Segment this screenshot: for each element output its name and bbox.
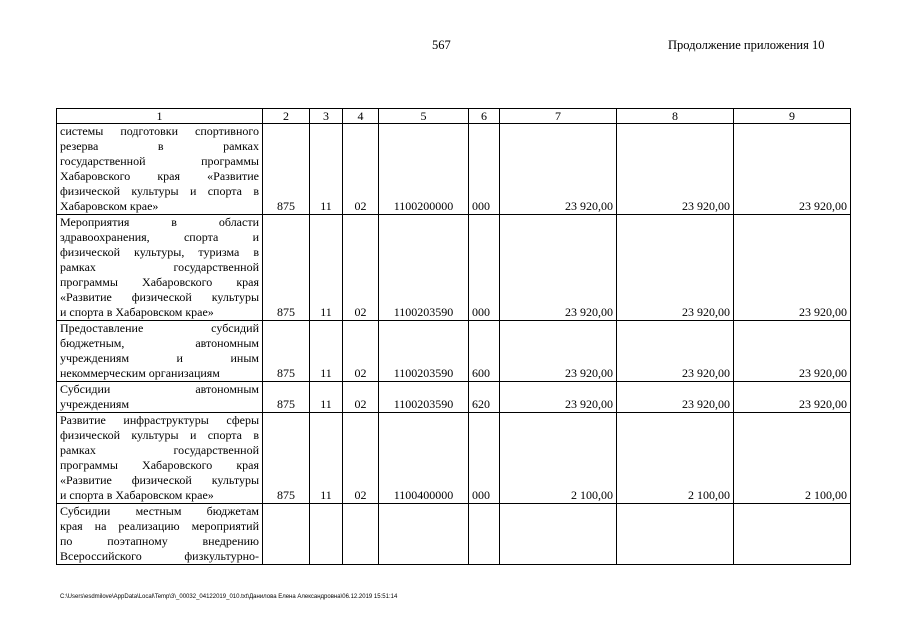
cell-section: 11 (310, 124, 343, 215)
description-line: Субсидии местным бюджетам (60, 504, 259, 518)
cell-target-article: 1100400000 (379, 413, 469, 504)
description-line: Всероссийского физкультурно- (60, 549, 259, 563)
table-row (57, 321, 851, 382)
description-line: рамках государственной (60, 260, 259, 274)
column-header: 2 (263, 109, 310, 124)
cell-section: 11 (310, 413, 343, 504)
row-description (57, 215, 263, 321)
table-row (57, 215, 851, 321)
column-header: 5 (379, 109, 469, 124)
cell-grbs-code: 875 (263, 215, 310, 321)
cell-subsection: 02 (343, 382, 379, 413)
cell-amount-col8: 23 920,00 (617, 321, 734, 382)
row-description (57, 321, 263, 382)
description-line: системы подготовки спортивного (60, 124, 259, 138)
description-line: Субсидии автономным (60, 382, 259, 396)
cell-section: 11 (310, 215, 343, 321)
column-header: 8 (617, 109, 734, 124)
cell-subsection: 02 (343, 321, 379, 382)
cell-expense-type: 000 (469, 124, 500, 215)
cell-amount-col8: 23 920,00 (617, 215, 734, 321)
column-header: 6 (469, 109, 500, 124)
cell-amount-col9: 23 920,00 (734, 382, 851, 413)
cell-subsection (343, 504, 379, 565)
cell-target-article: 1100203590 (379, 215, 469, 321)
column-number-row (57, 109, 851, 124)
cell-target-article (379, 504, 469, 565)
budget-table (56, 108, 851, 565)
description-line: Предоставление субсидий (60, 321, 259, 335)
row-description (57, 504, 263, 565)
description-line: некоммерческим организациям (60, 366, 220, 380)
cell-section: 11 (310, 321, 343, 382)
cell-subsection: 02 (343, 413, 379, 504)
column-header: 1 (57, 109, 263, 124)
cell-target-article: 1100203590 (379, 321, 469, 382)
description-line: и спорта в Хабаровском крае» (60, 488, 214, 502)
description-line: программы Хабаровского края (60, 275, 259, 289)
description-line: физической культуры, туризма в (60, 245, 259, 259)
page-number: 567 (432, 38, 451, 52)
description-line: учреждениям и иным (60, 351, 259, 365)
description-line: Развитие инфраструктуры сферы (60, 413, 259, 427)
cell-amount-col9 (734, 504, 851, 565)
column-header: 4 (343, 109, 379, 124)
description-line: рамках государственной (60, 443, 259, 457)
description-line: «Развитие физической культуры (60, 473, 259, 487)
cell-target-article: 1100203590 (379, 382, 469, 413)
column-header: 9 (734, 109, 851, 124)
description-line: и спорта в Хабаровском крае» (60, 305, 214, 319)
budget-table-body (57, 124, 851, 565)
description-line: здравоохранения, спорта и (60, 230, 259, 244)
cell-amount-col7 (500, 504, 617, 565)
cell-section (310, 504, 343, 565)
appendix-continuation-label: Продолжение приложения 10 (668, 38, 825, 52)
cell-grbs-code: 875 (263, 321, 310, 382)
file-path-footer: C:\Users\esdmilove\AppData\Local\Temp\3\_00032_04122019_010.txt\Данилова Елена Александровна\06.12.2019 15:51:14 (60, 594, 398, 600)
cell-amount-col8: 23 920,00 (617, 382, 734, 413)
row-description (57, 124, 263, 215)
description-line: Хабаровского края «Развитие (60, 169, 259, 183)
column-header: 3 (310, 109, 343, 124)
cell-expense-type: 000 (469, 215, 500, 321)
cell-amount-col9: 23 920,00 (734, 124, 851, 215)
description-line: по поэтапному внедрению (60, 534, 259, 548)
cell-amount-col7: 23 920,00 (500, 124, 617, 215)
column-header: 7 (500, 109, 617, 124)
cell-grbs-code (263, 504, 310, 565)
cell-grbs-code: 875 (263, 413, 310, 504)
description-line: Хабаровском крае» (60, 199, 159, 213)
cell-amount-col9: 23 920,00 (734, 215, 851, 321)
description-line: программы Хабаровского края (60, 458, 259, 472)
description-line: Мероприятия в области (60, 215, 259, 229)
cell-target-article: 1100200000 (379, 124, 469, 215)
row-description (57, 413, 263, 504)
cell-amount-col7: 23 920,00 (500, 321, 617, 382)
description-line: «Развитие физической культуры (60, 290, 259, 304)
cell-amount-col8 (617, 504, 734, 565)
table-row (57, 504, 851, 565)
description-line: бюджетным, автономным (60, 336, 259, 350)
cell-amount-col7: 23 920,00 (500, 215, 617, 321)
table-row (57, 124, 851, 215)
description-line: физической культуры и спорта в (60, 428, 259, 442)
cell-expense-type: 620 (469, 382, 500, 413)
row-description (57, 382, 263, 413)
cell-expense-type: 000 (469, 413, 500, 504)
cell-amount-col8: 23 920,00 (617, 124, 734, 215)
cell-amount-col7: 23 920,00 (500, 382, 617, 413)
cell-expense-type: 600 (469, 321, 500, 382)
cell-grbs-code: 875 (263, 382, 310, 413)
cell-amount-col9: 2 100,00 (734, 413, 851, 504)
description-line: резерва в рамках (60, 139, 259, 153)
cell-grbs-code: 875 (263, 124, 310, 215)
description-line: государственной программы (60, 154, 259, 168)
cell-amount-col8: 2 100,00 (617, 413, 734, 504)
description-line: края на реализацию мероприятий (60, 519, 259, 533)
description-line: физической культуры и спорта в (60, 184, 259, 198)
table-row (57, 413, 851, 504)
cell-subsection: 02 (343, 215, 379, 321)
table-row (57, 382, 851, 413)
cell-amount-col7: 2 100,00 (500, 413, 617, 504)
cell-subsection: 02 (343, 124, 379, 215)
cell-amount-col9: 23 920,00 (734, 321, 851, 382)
cell-expense-type (469, 504, 500, 565)
description-line: учреждениям (60, 397, 130, 411)
cell-section: 11 (310, 382, 343, 413)
